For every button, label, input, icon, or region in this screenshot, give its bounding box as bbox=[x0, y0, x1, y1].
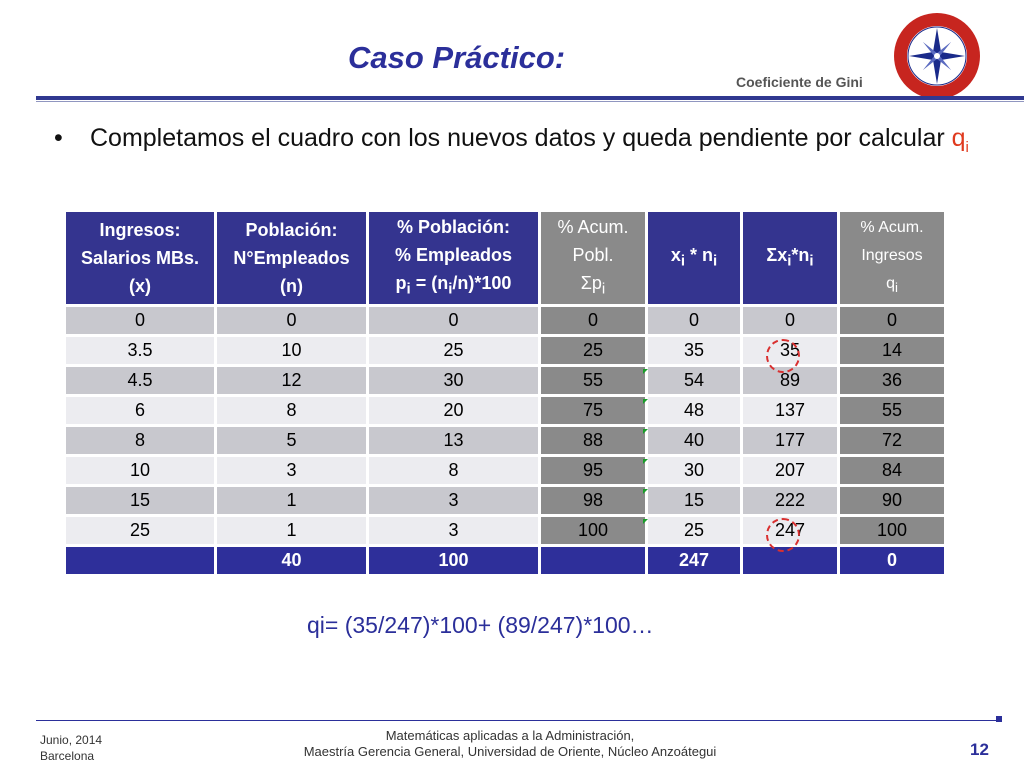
highlight-circle bbox=[766, 518, 800, 552]
cell-marker bbox=[643, 519, 648, 524]
gini-table bbox=[63, 209, 947, 577]
table-cell: 98 bbox=[541, 487, 645, 514]
bullet-text: Completamos el cuadro con los nuevos datos y queda pendiente por calcular bbox=[90, 124, 945, 152]
header-acum-pobl: % Acum. Pobl. $\Sigma p_i$ bbox=[541, 212, 645, 304]
total-cell bbox=[541, 547, 645, 574]
header-pct-poblacion: % Población: % Empleados $p_i = (n_i/n)*100$ bbox=[369, 212, 538, 304]
table-cell: 36 bbox=[840, 367, 944, 394]
table-cell: 10 bbox=[217, 337, 366, 364]
table-cell: 48 bbox=[648, 397, 740, 424]
table-cell: 3 bbox=[369, 487, 538, 514]
table-cell: 89 bbox=[743, 367, 837, 394]
table-cell: 25 bbox=[66, 517, 214, 544]
table-cell: 30 bbox=[648, 457, 740, 484]
table-cell: 0 bbox=[648, 307, 740, 334]
page-number: 12 bbox=[970, 740, 989, 759]
table-cell: 20 bbox=[369, 397, 538, 424]
table-cell: 90 bbox=[840, 487, 944, 514]
table-row bbox=[66, 367, 944, 394]
cell-marker bbox=[643, 459, 648, 464]
total-cell bbox=[743, 547, 837, 574]
slide-title: Caso Práctico: bbox=[348, 40, 566, 75]
table-cell: 177 bbox=[743, 427, 837, 454]
table-cell: 247 bbox=[743, 517, 837, 544]
table-cell: 100 bbox=[840, 517, 944, 544]
highlight-circle bbox=[766, 339, 800, 373]
table-total-row bbox=[66, 547, 944, 574]
table-cell: 84 bbox=[840, 457, 944, 484]
table-cell: 6 bbox=[66, 397, 214, 424]
table-cell: 8 bbox=[217, 397, 366, 424]
table-cell: 25 bbox=[541, 337, 645, 364]
footer-rule-end bbox=[996, 716, 1002, 722]
table-cell: 3.5 bbox=[66, 337, 214, 364]
table-cell: 4.5 bbox=[66, 367, 214, 394]
table-row bbox=[66, 487, 944, 514]
table-cell: 8 bbox=[369, 457, 538, 484]
total-cell: 0 bbox=[840, 547, 944, 574]
footer-line-2: Maestría Gerencia General, Universidad de Oriente, Núcleo Anzoátegui bbox=[303, 744, 717, 759]
table-cell: 0 bbox=[217, 307, 366, 334]
table-row bbox=[66, 307, 944, 334]
table-row bbox=[66, 427, 944, 454]
table-cell: 54 bbox=[648, 367, 740, 394]
header-sum-xi-ni: $\Sigma x_i*n_i$ bbox=[743, 212, 837, 304]
footer-center bbox=[230, 728, 790, 760]
footer-date: Junio, 2014 bbox=[40, 733, 103, 747]
table-row bbox=[66, 397, 944, 424]
table-cell: 5 bbox=[217, 427, 366, 454]
table-cell: 15 bbox=[648, 487, 740, 514]
cell-marker bbox=[643, 369, 648, 374]
table-cell: 55 bbox=[840, 397, 944, 424]
table-cell: 1 bbox=[217, 487, 366, 514]
table-cell: 88 bbox=[541, 427, 645, 454]
header-poblacion: Población: N°Empleados (n) bbox=[217, 212, 366, 304]
table-cell: 25 bbox=[648, 517, 740, 544]
university-seal-icon bbox=[893, 12, 981, 100]
table-cell: 72 bbox=[840, 427, 944, 454]
total-cell: 100 bbox=[369, 547, 538, 574]
qi-formula: qi= (35/247)*100+ (89/247)*100… bbox=[307, 612, 654, 638]
table-cell: 137 bbox=[743, 397, 837, 424]
table-cell: 0 bbox=[743, 307, 837, 334]
table-cell: 1 bbox=[217, 517, 366, 544]
table-cell: 8 bbox=[66, 427, 214, 454]
table-row bbox=[66, 337, 944, 364]
header-acum-ingresos: % Acum. Ingresos $q_i$ bbox=[840, 212, 944, 304]
table-cell: 95 bbox=[541, 457, 645, 484]
table-cell: 35 bbox=[743, 337, 837, 364]
table-cell: 0 bbox=[840, 307, 944, 334]
table-cell: 25 bbox=[369, 337, 538, 364]
table-cell: 75 bbox=[541, 397, 645, 424]
table-cell: 12 bbox=[217, 367, 366, 394]
cell-marker bbox=[643, 399, 648, 404]
table-cell: 14 bbox=[840, 337, 944, 364]
table-cell: 3 bbox=[217, 457, 366, 484]
slide-subtitle: Coeficiente de Gini bbox=[736, 74, 863, 90]
table-row bbox=[66, 457, 944, 484]
table-cell: 0 bbox=[541, 307, 645, 334]
table-cell: 207 bbox=[743, 457, 837, 484]
header-rule bbox=[36, 96, 1024, 100]
table-cell: 40 bbox=[648, 427, 740, 454]
bullet-qi: $q_i$ bbox=[951, 124, 969, 156]
table-row bbox=[66, 517, 944, 544]
total-cell bbox=[66, 547, 214, 574]
footer-rule bbox=[36, 720, 996, 721]
table-cell: 100 bbox=[541, 517, 645, 544]
bullet-marker: • bbox=[54, 124, 63, 152]
table-cell: 0 bbox=[66, 307, 214, 334]
total-cell: 40 bbox=[217, 547, 366, 574]
cell-marker bbox=[643, 489, 648, 494]
cell-marker bbox=[643, 429, 648, 434]
table-cell: 15 bbox=[66, 487, 214, 514]
table-cell: 30 bbox=[369, 367, 538, 394]
table-cell: 35 bbox=[648, 337, 740, 364]
table-cell: 0 bbox=[369, 307, 538, 334]
footer-city: Barcelona bbox=[40, 749, 95, 763]
table-cell: 222 bbox=[743, 487, 837, 514]
table-cell: 55 bbox=[541, 367, 645, 394]
bullet-point bbox=[54, 118, 984, 168]
table-cell: 3 bbox=[369, 517, 538, 544]
header-rule-thin bbox=[36, 101, 1024, 102]
header-ingresos: Ingresos: Salarios MBs. (x) bbox=[66, 212, 214, 304]
table-cell: 10 bbox=[66, 457, 214, 484]
total-cell: 247 bbox=[648, 547, 740, 574]
table-cell: 13 bbox=[369, 427, 538, 454]
footer-line-1: Matemáticas aplicadas a la Administración, bbox=[385, 728, 635, 743]
footer-left bbox=[40, 732, 102, 764]
header-xi-ni: $x_i * n_i$ bbox=[648, 212, 740, 304]
